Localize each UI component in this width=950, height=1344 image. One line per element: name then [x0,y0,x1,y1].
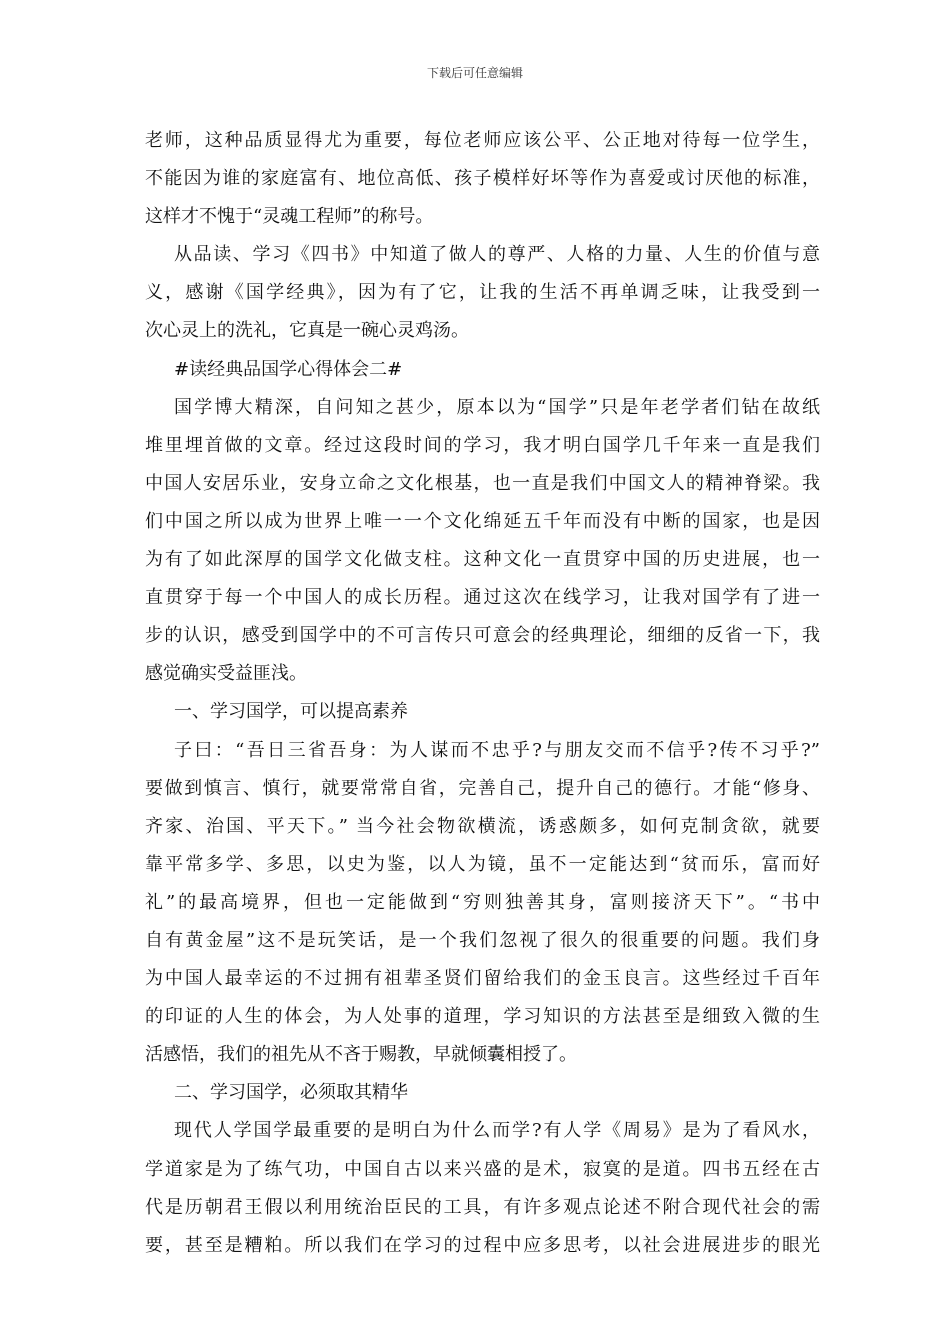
text-line: 靠平常多学、多思，以史为鉴，以人为镜，虽不一定能达到“贫而乐，富而好 [145,853,820,875]
text-line: 子曰：“吾日三省吾身：为人谋而不忠乎?与朋友交而不信乎?传不习乎?” [174,739,820,761]
text-line: 二、学习国学，必须取其精华 [174,1082,408,1104]
text-line: 齐家、治国、平天下。” 当今社会物欲横流，诱惑颇多，如何克制贪欲，就要 [145,815,820,837]
text-line: 代是历朝君王假以利用统治臣民的工具，有许多观点论述不附合现代社会的需 [145,1196,820,1218]
text-line: 学道家是为了练气功，中国自古以来兴盛的是术，寂寞的是道。四书五经在古 [145,1158,820,1180]
text-line: 义，感谢《国学经典》，因为有了它，让我的生活不再单调乏味，让我受到一 [145,282,820,304]
text-line: 自有黄金屋”这不是玩笑话，是一个我们忽视了很久的很重要的问题。我们身 [145,929,820,951]
text-line: 为中国人最幸运的不过拥有祖辈圣贤们留给我们的金玉良言。这些经过千百年 [145,968,820,990]
text-line: 一、学习国学，可以提高素养 [174,701,408,723]
text-line: 现代人学国学最重要的是明白为什么而学?有人学《周易》是为了看风水， [174,1120,820,1142]
text-line: 不能因为谁的家庭富有、地位高低、孩子模样好坏等作为喜爱或讨厌他的标准， [145,168,820,190]
text-line: 国学博大精深，自问知之甚少，原本以为“国学”只是年老学者们钻在故纸 [174,396,820,418]
text-line: 中国人安居乐业，安身立命之文化根基，也一直是我们中国文人的精神脊梁。我 [145,472,820,494]
text-line: 直贯穿于每一个中国人的成长历程。通过这次在线学习，让我对国学有了进一 [145,587,820,609]
text-line: 要做到慎言、慎行，就要常常自省，完善自己，提升自己的德行。才能“修身、 [145,777,820,799]
text-line: 要，甚至是糟粕。所以我们在学习的过程中应多思考，以社会进展进步的眼光 [145,1234,820,1256]
text-line: 感觉确实受益匪浅。 [145,663,307,685]
document-body [145,122,820,1265]
text-line: 们中国之所以成为世界上唯一一个文化绵延五千年而没有中断的国家，也是因 [145,510,820,532]
text-line: 礼”的最高境界，但也一定能做到“穷则独善其身，富则接济天下”。“书中 [145,891,820,913]
text-line: 老师，这种品质显得尤为重要，每位老师应该公平、公正地对待每一位学生， [145,130,820,151]
text-line: 堆里埋首做的文章。经过这段时间的学习，我才明白国学几千年来一直是我们 [145,434,820,456]
text-line: 步的认识，感受到国学中的不可言传只可意会的经典理论，细细的反省一下，我 [145,625,820,647]
page-header: 下载后可任意编辑 [426,66,523,80]
text-line: 为有了如此深厚的国学文化做支柱。这种文化一直贯穿中国的历史进展，也一 [145,549,820,571]
text-line: 的印证的人生的体会，为人处事的道理，学习知识的方法甚至是细致入微的生 [145,1006,820,1028]
text-line: 次心灵上的洗礼，它真是一碗心灵鸡汤。 [145,320,469,342]
text-line: #读经典品国学心得体会二# [174,358,403,380]
text-line: 活感悟，我们的祖先从不吝于赐教，早就倾囊相授了。 [145,1044,577,1066]
text-line: 这样才不愧于“灵魂工程师”的称号。 [145,206,434,228]
text-line: 从品读、学习《四书》中知道了做人的尊严、人格的力量、人生的价值与意 [174,244,820,266]
